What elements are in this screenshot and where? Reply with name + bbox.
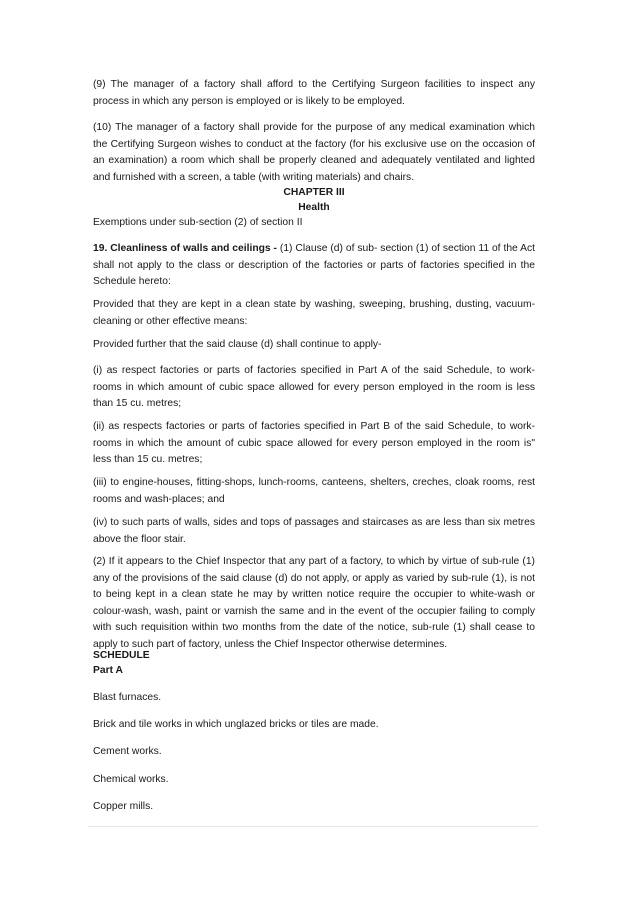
- proviso-further-paragraph: Provided further that the said clause (d) shall continue to apply-: [93, 339, 382, 350]
- paragraph-9: (9) The manager of a factory shall afford to the Certifying Surgeon facilities to inspect any process in which any person is employed or is likely to be employed.: [93, 79, 535, 107]
- rule-19-heading: 19. Cleanliness of walls and ceilings -: [93, 243, 280, 254]
- schedule-title: SCHEDULE: [93, 650, 150, 661]
- sub-rule-2-paragraph: (2) If it appears to the Chief Inspector that any part of a factory, to which by virtue of sub-rule (1) any of the provisions of the said clause (d) do not apply, or apply as varied by sub-rule (1), is not to being kept in a clean state he may by written notice require the occupier to white-wash or colour-wash, wash, paint or varnish the same and in the event of the occupier failing to comply with such requisition within two months from the date of the notice, sub-rule (1) shall cease to apply to such part of factory, unless the Chief Inspector otherwise determines.: [93, 556, 535, 650]
- paragraph-10: (10) The manager of a factory shall provide for the purpose of any medical examination which the Certifying Surgeon wishes to conduct at the factory (for his exclusive use on the occasion of an examination) a room which shall be properly cleaned and adequately ventilated and lighted and furnished with a screen, a table (with writing materials) and chairs.: [93, 122, 535, 183]
- chapter-title: Health: [298, 202, 330, 213]
- schedule-item: Blast furnaces.: [93, 692, 162, 703]
- item-ii-paragraph: (ii) as respects factories or parts of factories specified in Part B of the said Schedule, to work-rooms in which the amount of cubic space allowed for every person employed in the room is" less than 15 cu. metres;: [93, 421, 535, 465]
- page-bottom-divider: [88, 826, 538, 827]
- schedule-item: Chemical works.: [93, 774, 169, 785]
- exemptions-heading: Exemptions under sub-section (2) of section II: [93, 217, 303, 228]
- item-i-paragraph: (i) as respect factories or parts of factories specified in Part A of the said Schedule, to work-rooms in which amount of cubic space allowed for every person employed in the room is less than 15 cu. metres;: [93, 365, 535, 409]
- schedule-item: Brick and tile works in which unglazed bricks or tiles are made.: [93, 719, 379, 730]
- schedule-item: Cement works.: [93, 746, 162, 757]
- rule-19-text: (1) Clause (d) of sub- section (1) of section 11 of the Act shall not apply to the class or description of the factories or parts of factories specified in the Schedule hereto:: [93, 243, 535, 287]
- item-iv-paragraph: (iv) to such parts of walls, sides and tops of passages and staircases as are less than six metres above the floor stair.: [93, 517, 535, 545]
- schedule-item: Copper mills.: [93, 801, 154, 812]
- chapter-number: CHAPTER III: [283, 187, 345, 198]
- schedule-part: Part A: [93, 665, 123, 676]
- rule-19-paragraph: [93, 241, 535, 291]
- proviso-paragraph: Provided that they are kept in a clean state by washing, sweeping, brushing, dusting, vacuum-cleaning or other effective means:: [93, 299, 535, 327]
- item-iii-paragraph: (iii) to engine-houses, fitting-shops, lunch-rooms, canteens, shelters, creches, cloak rooms, rest rooms and wash-places; and: [93, 477, 535, 505]
